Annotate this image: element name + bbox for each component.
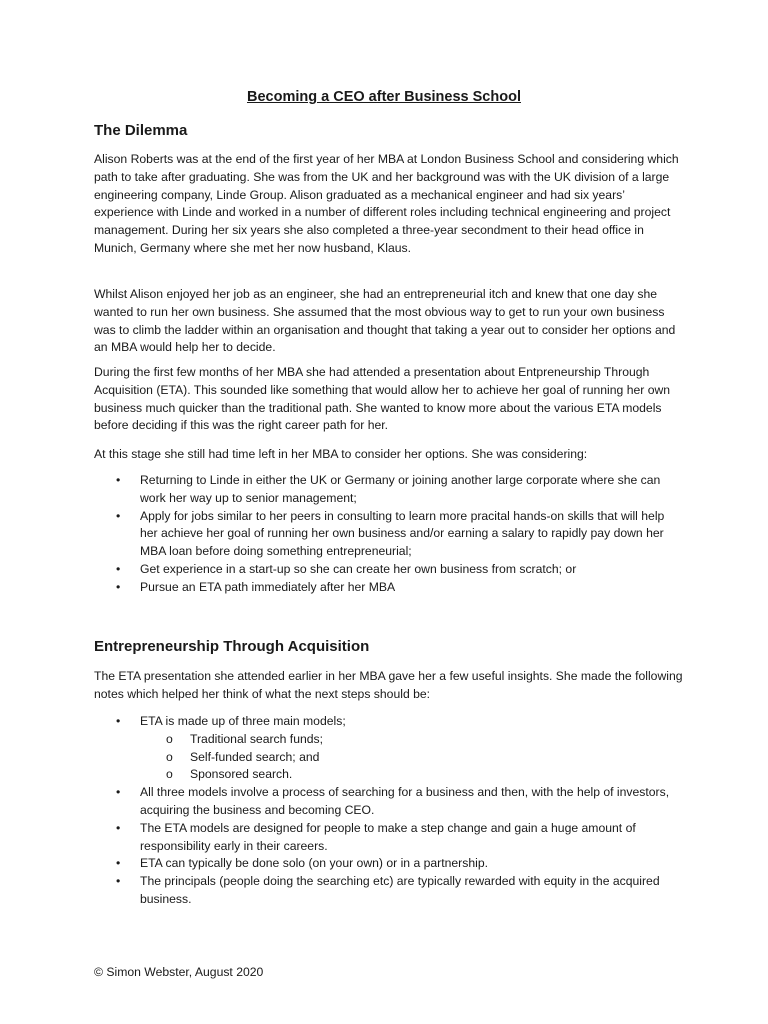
list-item: • ETA is made up of three main models; o Traditional search funds; o Self-funded search; and o Sponsored search. <box>94 713 684 784</box>
sub-list-item: o Traditional search funds; <box>140 731 684 749</box>
bullet-icon: • <box>116 874 121 889</box>
list-item: • Get experience in a start-up so she can create her own business from scratch; or <box>94 561 684 579</box>
notes-list <box>94 713 684 909</box>
list-item: • The principals (people doing the searching etc) are typically rewarded with equity in the acquired business. <box>116 874 660 906</box>
document-title: Becoming a CEO after Business School <box>247 89 521 105</box>
paragraph: Alison Roberts was at the end of the first year of her MBA at London Business School and considering which path to take after graduating. She was from the UK and her background was with the UK division of a large engineering company, Linde Group. Alison graduated as a mechanical engineer and had six years’ experience with Linde and worked in a number of different roles including technical engineering and project management. During her six years she also completed a three-year secondment to their head office in Munich, Germany where she met her now husband, Klaus. <box>94 152 679 255</box>
models-sublist <box>140 731 684 784</box>
section-heading-eta: Entrepreneurship Through Acquisition <box>94 638 370 655</box>
bullet-icon: • <box>116 473 121 487</box>
section-heading-dilemma: The Dilemma <box>94 122 188 139</box>
bullet-icon: • <box>116 561 121 576</box>
circle-bullet-icon: o <box>166 749 173 764</box>
sub-list-item: o Sponsored search. <box>140 766 684 784</box>
copyright-footer: © Simon Webster, August 2020 <box>94 965 264 979</box>
list-item: • Apply for jobs similar to her peers in consulting to learn more pracital hands-on skills that will help her achieve her goal of running her own business and/or earning a salary to rapidly pay down her MBA loan before doing something entrepreneurial; <box>116 508 665 559</box>
circle-bullet-icon: o <box>166 767 173 782</box>
list-item: • Returning to Linde in either the UK or Germany or joining another large corporate where she can work her way up to senior management; <box>116 473 661 505</box>
list-item: • The ETA models are designed for people to make a step change and gain a huge amount of responsibility early in their careers. <box>116 820 636 853</box>
bullet-icon: • <box>116 508 121 523</box>
bullet-icon: • <box>116 856 121 871</box>
paragraph: During the first few months of her MBA she had attended a presentation about Entpreneurship Through Acquisition (ETA). This sounded like something that would allow her to achieve her goal of running her own business much quicker than the traditional path. She wanted to know more about the various ETA models before deciding if this was the right career path for her. <box>94 365 671 433</box>
sub-list-item: o Self-funded search; and <box>140 749 684 767</box>
bullet-icon: • <box>116 714 121 728</box>
circle-bullet-icon: o <box>166 731 173 746</box>
list-item: • ETA can typically be done solo (on your own) or in a partnership. <box>94 855 684 873</box>
paragraph: Whilst Alison enjoyed her job as an engineer, she had an entrepreneurial itch and knew that one day she wanted to run her own business. She assumed that the most obvious way to get to run your own business was to climb the ladder within an organisation and thought that taking a year out to consider her options and an MBA would help her to decide. <box>94 287 676 355</box>
list-item: • Pursue an ETA path immediately after her MBA <box>94 579 684 597</box>
bullet-icon: • <box>116 785 121 800</box>
bullet-icon: • <box>116 579 121 594</box>
paragraph: At this stage she still had time left in her MBA to consider her options. She was considering: <box>94 447 588 461</box>
paragraph: The ETA presentation she attended earlier in her MBA gave her a few useful insights. She made the following notes which helped her think of what the next steps should be: <box>94 669 683 701</box>
list-item: • All three models involve a process of searching for a business and then, with the help of investors, acquiring the business and becoming CEO. <box>116 785 670 817</box>
bullet-icon: • <box>116 820 121 835</box>
options-list <box>94 472 684 597</box>
